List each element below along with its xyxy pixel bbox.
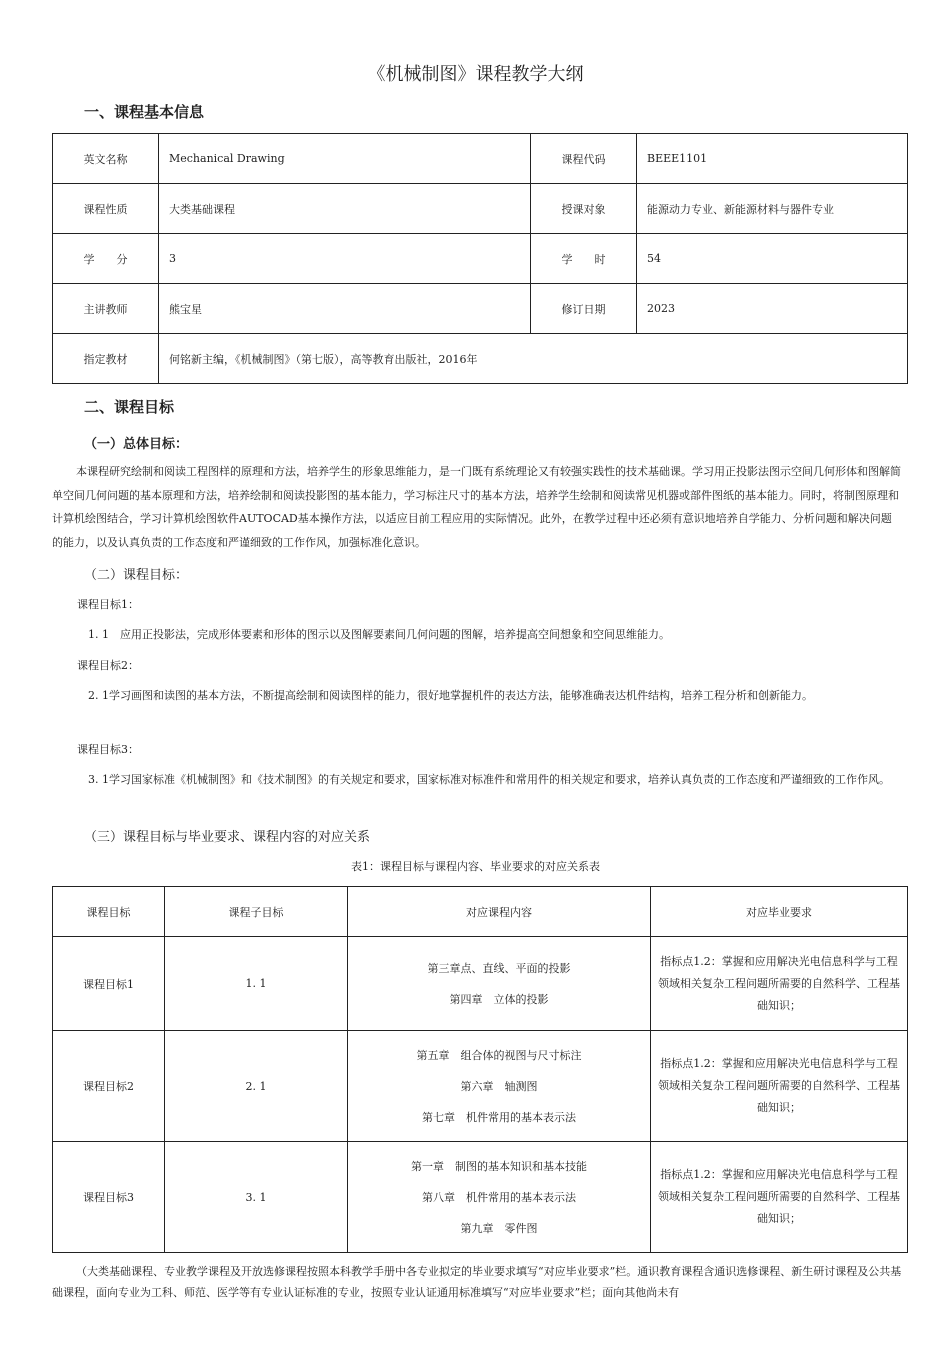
- table-row: [53, 937, 908, 1031]
- content-item: 第九章 零件图: [460, 1221, 538, 1235]
- table-row: [53, 334, 908, 384]
- target-students-label: 授课对象: [531, 184, 637, 234]
- content-item: 第八章 机件常用的基本表示法: [422, 1190, 576, 1204]
- table-header-row: [53, 887, 908, 937]
- goal2-text: 2. 1学习画图和读图的基本方法，不断提高绘制和阅读图样的能力，很好地掌握机件的表达方法，能够准确表达机件结构，培养工程分析和创新能力。: [88, 689, 813, 702]
- table-row: [53, 1142, 908, 1253]
- course-goal-heading: （二）课程目标：: [84, 568, 189, 583]
- course-info-table: [52, 133, 908, 384]
- hours-value: 54: [637, 234, 908, 284]
- credit-value: 3: [159, 234, 531, 284]
- header-content: 对应课程内容: [348, 887, 651, 937]
- english-name-label: 英文名称: [53, 134, 159, 184]
- revision-date-label: 修订日期: [531, 284, 637, 334]
- content-item: 第四章 立体的投影: [449, 992, 549, 1006]
- row-requirement: 指标点1.2：掌握和应用解决光电信息科学与工程领域相关复杂工程问题所需要的自然科学、工程基础知识；: [651, 1031, 908, 1142]
- mapping-heading: （三）课程目标与毕业要求、课程内容的对应关系: [84, 830, 371, 845]
- goal1-label: 课程目标1：: [77, 598, 139, 611]
- page-title: 《机械制图》课程教学大纲: [367, 64, 584, 85]
- course-code-value: BEEE1101: [637, 134, 908, 184]
- row-content: [348, 1031, 651, 1142]
- revision-date-value: 2023: [637, 284, 908, 334]
- table-row: [53, 284, 908, 334]
- course-code-label: 课程代码: [531, 134, 637, 184]
- teacher-label: 主讲教师: [53, 284, 159, 334]
- content-item: 第五章 组合体的视图与尺寸标注: [416, 1048, 582, 1062]
- table-row: [53, 134, 908, 184]
- row-goal: 课程目标2: [53, 1031, 165, 1142]
- row-content: [348, 1142, 651, 1253]
- goal2-label: 课程目标2：: [77, 659, 139, 672]
- row-goal: 课程目标3: [53, 1142, 165, 1253]
- row-sub-goal: 3. 1: [165, 1142, 348, 1253]
- content-item: 第七章 机件常用的基本表示法: [422, 1110, 576, 1124]
- section-basic-info-heading: 一、课程基本信息: [84, 103, 205, 121]
- header-sub-goal: 课程子目标: [165, 887, 348, 937]
- overall-goal-heading: （一）总体目标：: [84, 437, 189, 452]
- goal1-text: 1. 1 应用正投影法，完成形体要素和形体的图示以及图解要素间几何问题的图解，培养提高空间想象和空间思维能力。: [88, 628, 670, 641]
- target-students-value: 能源动力专业、新能源材料与器件专业: [637, 184, 908, 234]
- header-goal: 课程目标: [53, 887, 165, 937]
- table1-caption: 表1：课程目标与课程内容、毕业要求的对应关系表: [351, 860, 600, 873]
- table-row: [53, 1031, 908, 1142]
- row-sub-goal: 1. 1: [165, 937, 348, 1031]
- row-content: [348, 937, 651, 1031]
- section-course-goals-heading: 二、课程目标: [84, 398, 175, 416]
- goal3-label: 课程目标3：: [77, 743, 139, 756]
- hours-label: 学 时: [531, 234, 637, 284]
- footnote-text: （大类基础课程、专业教学课程及开放选修课程按照本科教学手册中各专业拟定的毕业要求填写“对应毕业要求”栏。通识教育课程含通识选修课程、新生研讨课程及公共基础课程，面向专业为工科、师范、医学等有专业认证标准的专业，按照专业认证通用标准填写“对应毕业要求”栏；面向其他尚未有: [52, 1265, 902, 1299]
- content-item: 第六章 轴测图: [460, 1079, 538, 1093]
- row-requirement: 指标点1.2：掌握和应用解决光电信息科学与工程领域相关复杂工程问题所需要的自然科学、工程基础知识；: [651, 1142, 908, 1253]
- credit-label: 学 分: [53, 234, 159, 284]
- row-sub-goal: 2. 1: [165, 1031, 348, 1142]
- content-item: 第一章 制图的基本知识和基本技能: [411, 1159, 587, 1173]
- table-row: [53, 184, 908, 234]
- textbook-value: 何铭新主编，《机械制图》（第七版），高等教育出版社，2016年: [159, 334, 908, 384]
- overall-goal-text: 本课程研究绘制和阅读工程图样的原理和方法，培养学生的形象思维能力，是一门既有系统理论又有较强实践性的技术基础课。学习用正投影法图示空间几何形体和图解简单空间几何问题的基本原理和方法，培养绘制和阅读投影图的基本能力，学习标注尺寸的基本方法，培养学生绘制和阅读常见机器或部件图纸的基本能力。同时，将制图原理和计算机绘图结合，学习计算机绘图软件AUTOCAD基本操作方法，以适应目前工程应用的实际情况。此外，在教学过程中还必须有意识地培养自学能力、分析问题和解决问题的能力，以及认真负责的工作态度和严谨细致的工作作风，加强标准化意识。: [52, 465, 901, 549]
- course-nature-value: 大类基础课程: [159, 184, 531, 234]
- row-requirement: 指标点1.2：掌握和应用解决光电信息科学与工程领域相关复杂工程问题所需要的自然科学、工程基础知识；: [651, 937, 908, 1031]
- teacher-value: 熊宝星: [159, 284, 531, 334]
- table-row: [53, 234, 908, 284]
- goal-mapping-table: [52, 886, 908, 1253]
- goal3-text: 3. 1学习国家标准《机械制图》和《技术制图》的有关规定和要求，国家标准对标准件和常用件的相关规定和要求，培养认真负责的工作态度和严谨细致的工作作风。: [88, 773, 890, 786]
- header-requirement: 对应毕业要求: [651, 887, 908, 937]
- course-nature-label: 课程性质: [53, 184, 159, 234]
- textbook-label: 指定教材: [53, 334, 159, 384]
- content-item: 第三章点、直线、平面的投影: [427, 961, 571, 975]
- row-goal: 课程目标1: [53, 937, 165, 1031]
- english-name-value: Mechanical Drawing: [159, 134, 531, 184]
